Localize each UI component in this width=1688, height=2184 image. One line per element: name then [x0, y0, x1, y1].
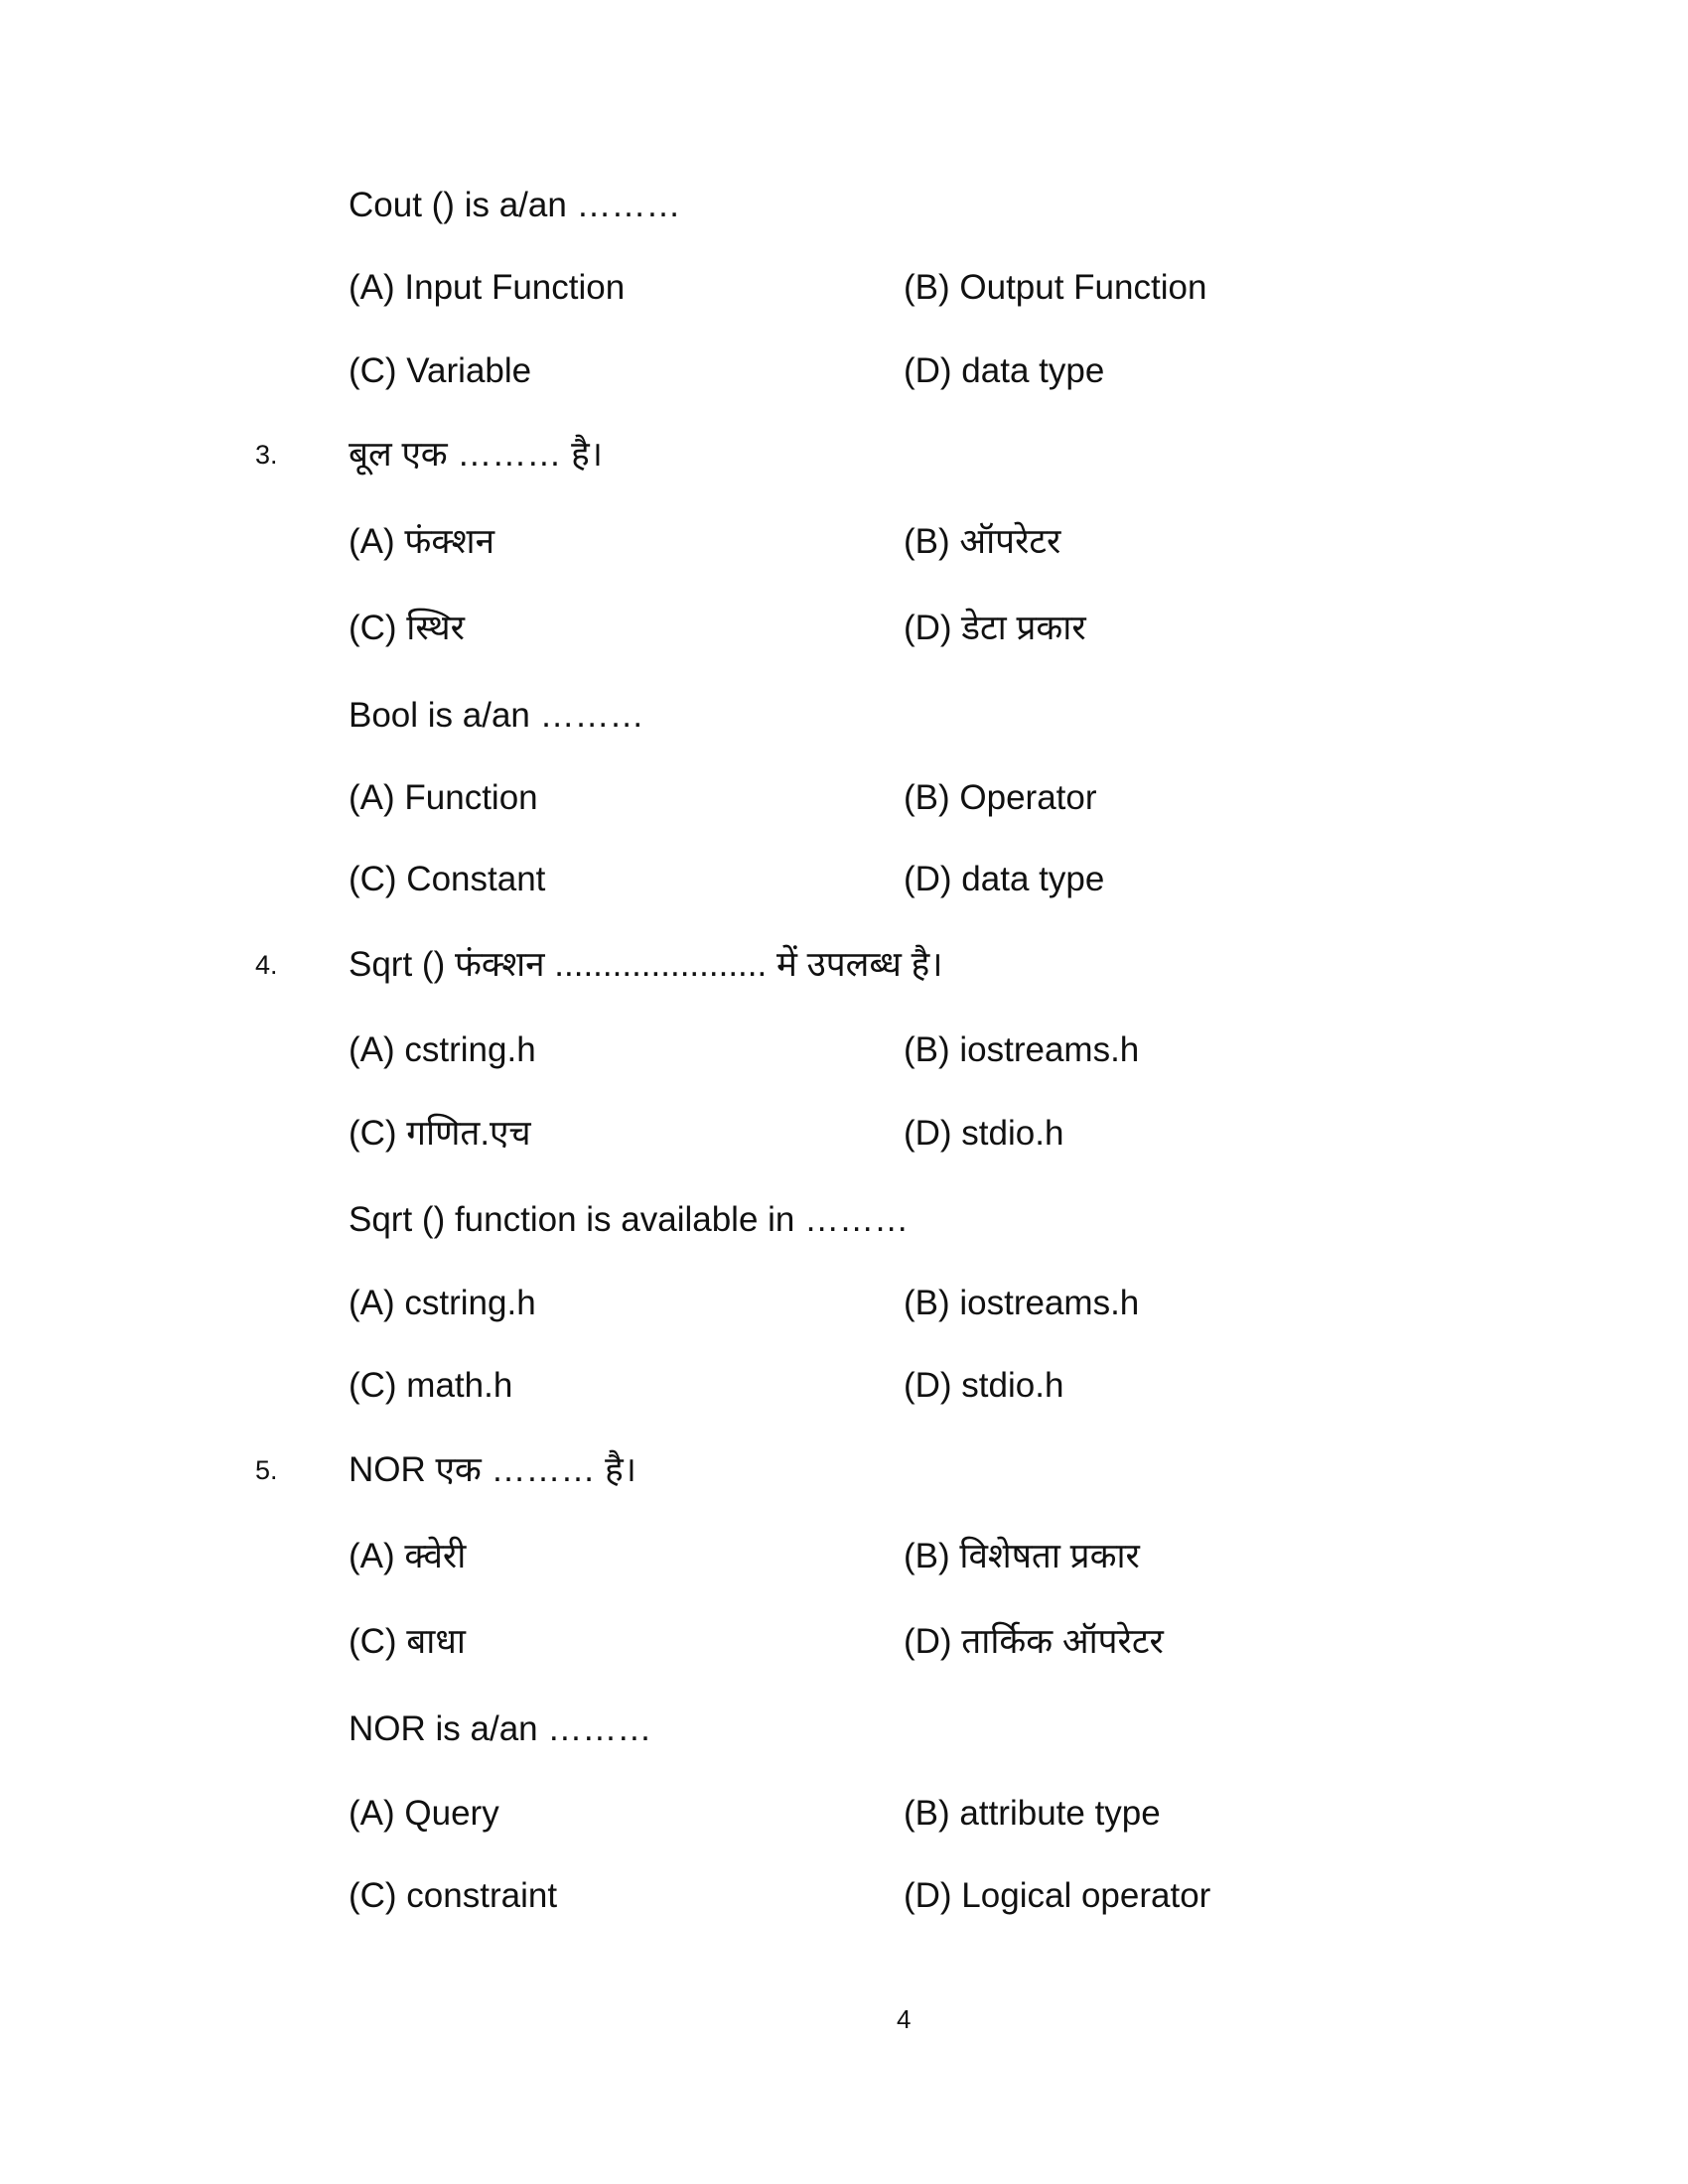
question-text: Sqrt () function is available in ………: [349, 1200, 910, 1239]
options-row: [0, 520, 1688, 564]
option-a: (A) Function: [349, 778, 538, 817]
options-row: [0, 1028, 1688, 1072]
option-a: (A) Query: [349, 1794, 499, 1833]
question-text: Cout () is a/an ………: [349, 186, 681, 224]
option-c: (C) Variable: [349, 351, 532, 390]
option-b: (B) Operator: [904, 778, 1097, 817]
option-c: (C) math.h: [349, 1366, 513, 1405]
option-a: (A) cstring.h: [349, 1030, 536, 1069]
option-c: (C) गणित.एच: [349, 1114, 531, 1153]
option-b: (B) Output Function: [904, 268, 1207, 307]
option-b: (B) विशेषता प्रकार: [904, 1537, 1140, 1575]
option-c: (C) स्थिर: [349, 609, 465, 647]
question-text: Bool is a/an ………: [349, 696, 644, 735]
options-row: [0, 607, 1688, 650]
options-row: [0, 776, 1688, 820]
option-c: (C) बाधा: [349, 1622, 466, 1661]
option-a: (A) cstring.h: [349, 1284, 536, 1322]
question-text: 4. Sqrt () फंक्शन ...................... में उपलब्ध है।: [0, 943, 1688, 987]
option-b: (B) iostreams.h: [904, 1284, 1140, 1322]
options-row: [0, 1282, 1688, 1325]
option-d: (D) डेटा प्रकार: [904, 609, 1086, 647]
question-number: 3.: [255, 440, 278, 470]
question-text: 5. NOR एक ……… है।: [0, 1448, 1688, 1492]
option-d: (D) data type: [904, 351, 1105, 390]
options-row: [0, 1364, 1688, 1408]
options-row: [0, 1874, 1688, 1918]
options-row: [0, 349, 1688, 393]
option-a: (A) फंक्शन: [349, 522, 494, 561]
option-b: (B) ऑपरेटर: [904, 522, 1061, 561]
question-text: 3. बूल एक ……… है।: [0, 433, 1688, 477]
option-b: (B) iostreams.h: [904, 1030, 1140, 1069]
options-row: [0, 858, 1688, 901]
question-text: NOR is a/an ………: [349, 1709, 652, 1748]
option-d: (D) stdio.h: [904, 1114, 1064, 1153]
option-d: (D) तार्किक ऑपरेटर: [904, 1622, 1164, 1661]
option-d: (D) Logical operator: [904, 1876, 1211, 1915]
option-b: (B) attribute type: [904, 1794, 1161, 1833]
options-row: [0, 1535, 1688, 1578]
option-c: (C) constraint: [349, 1876, 558, 1915]
options-row: [0, 1620, 1688, 1664]
option-c: (C) Constant: [349, 860, 546, 898]
option-d: (D) stdio.h: [904, 1366, 1064, 1405]
page-number: 4: [897, 2004, 912, 2034]
options-row: [0, 1792, 1688, 1836]
options-row: [0, 1112, 1688, 1156]
option-d: (D) data type: [904, 860, 1105, 898]
question-number: 4.: [255, 950, 278, 980]
options-row: [0, 266, 1688, 310]
option-a: (A) क्वेरी: [349, 1537, 467, 1575]
question-number: 5.: [255, 1455, 278, 1485]
option-a: (A) Input Function: [349, 268, 626, 307]
